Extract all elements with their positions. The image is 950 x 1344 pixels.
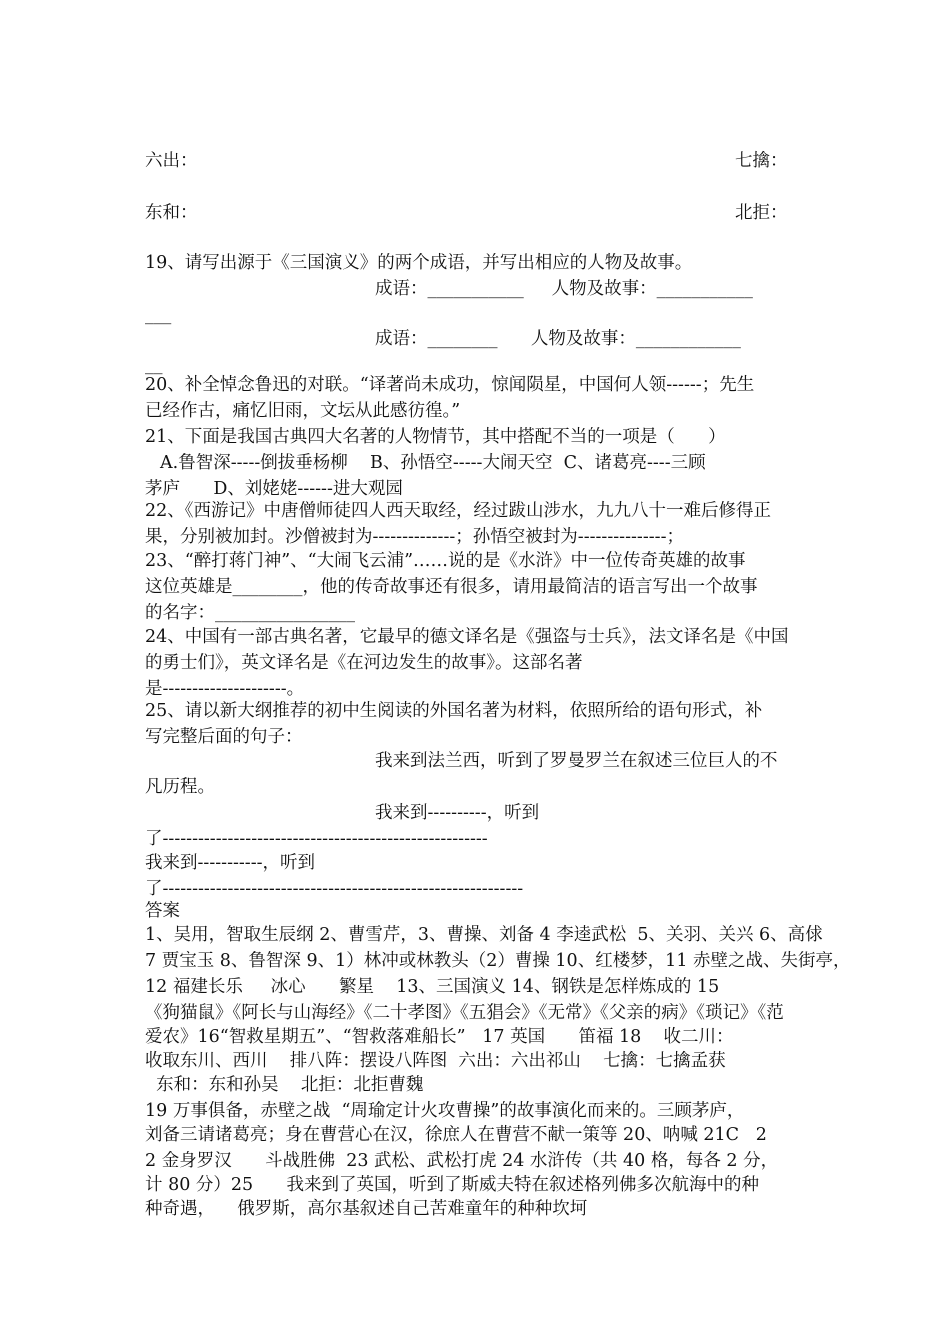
q22-line2: 果，分别被加封。沙僧被封为--------------；孙悟空被封为---------------； xyxy=(145,527,684,547)
q25-blank1b: 了------------------------------------------------------- xyxy=(145,829,488,849)
q24-line2: 的勇士们》，英文译名是《在河边发生的故事》。这部名著 xyxy=(145,653,583,673)
answer-line: 1、吴用，智取生辰纲 2、曹雪芹，3、曹操、刘备 4 李逵武松 5、关羽、关兴 6、高俅 xyxy=(145,925,823,945)
q24-line1: 24、中国有一部古典名著，它最早的德文译名是《强盗与士兵》，法文译名是《中国 xyxy=(145,627,789,647)
q19-row1-tail: ___ xyxy=(145,305,172,325)
q21-line3: 茅庐 D、刘姥姥------进大观园 xyxy=(145,479,403,499)
label-donghe: 东和： xyxy=(145,203,198,223)
label-liuchu: 六出： xyxy=(145,151,198,171)
q19-row2-tail: __ xyxy=(145,355,163,375)
q25-blank2a: 我来到-----------，听到 xyxy=(145,853,316,873)
q21-line1: 21、下面是我国古典四大名著的人物情节，其中搭配不当的一项是（ ） xyxy=(145,427,726,447)
label-qiqin: 七擒： xyxy=(735,151,788,171)
q24-line3: 是---------------------。 xyxy=(145,679,305,699)
q19-row1: 成语：___________ 人物及故事：___________ xyxy=(375,279,753,299)
answer-line: 计 80 分）25 我来到了英国，听到了斯威夫特在叙述格列佛多次航海中的种 xyxy=(145,1175,760,1195)
q23-line1: 23、“醉打蒋门神”、“大闹飞云浦”……说的是《水浒》中一位传奇英雄的故事 xyxy=(145,551,746,571)
answer-line: 《狗猫鼠》《阿长与山海经》《二十孝图》《五猖会》《无常》《父亲的病》《琐记》《范 xyxy=(145,1003,784,1023)
answer-line: 19 万事俱备，赤壁之战 “周瑜定计火攻曹操”的故事演化而来的。三顾茅庐， xyxy=(145,1101,745,1121)
q25-line2: 写完整后面的句子： xyxy=(145,727,303,747)
q23-line3: 的名字：________________ xyxy=(145,603,355,623)
q22-line1: 22、《西游记》中唐僧师徒四人西天取经，经过跋山涉水，九九八十一难后修得正 xyxy=(145,501,772,521)
answer-line: 东和：东和孙吴 北拒：北拒曹魏 xyxy=(145,1075,424,1095)
answer-line: 爱农》16“智救星期五”、“智救落难船长” 17 英国 笛福 18 收二川： xyxy=(145,1027,734,1047)
q19-stem: 19、请写出源于《三国演义》的两个成语，并写出相应的人物及故事。 xyxy=(145,253,693,273)
answer-line: 刘备三请诸葛亮；身在曹营心在汉，徐庶人在曹营不献一策等 20、呐喊 21C 2 xyxy=(145,1125,767,1145)
q19-row2: 成语：________ 人物及故事：____________ xyxy=(375,329,741,349)
q25-example1: 我来到法兰西，听到了罗曼罗兰在叙述三位巨人的不 xyxy=(375,751,778,771)
q21-line2: A.鲁智深-----倒拔垂杨柳 B、孙悟空-----大闹天空 C、诸葛亮----三顾 xyxy=(160,453,706,473)
q25-blank1a: 我来到----------，听到 xyxy=(375,803,540,823)
label-beiju: 北拒： xyxy=(735,203,788,223)
answer-line: 7 贾宝玉 8、鲁智深 9、1）林冲或林教头（2）曹操 10、红楼梦，11 赤壁之战、失街亭， xyxy=(145,951,851,971)
answers-title: 答案 xyxy=(145,901,180,921)
q20-line2: 已经作古，痛忆旧雨，文坛从此感彷徨。” xyxy=(145,401,461,421)
q25-line1: 25、请以新大纲推荐的初中生阅读的外国名著为材料，依照所给的语句形式，补 xyxy=(145,701,763,721)
q25-example2: 凡历程。 xyxy=(145,777,215,797)
answer-line: 12 福建长乐 冰心 繁星 13、三国演义 14、钢铁是怎样炼成的 15 xyxy=(145,977,720,997)
q25-blank2b: 了------------------------------------------------------------- xyxy=(145,879,524,899)
q20-line1: 20、补全悼念鲁迅的对联。“译著尚未成功，惊闻陨星，中国何人领------；先生 xyxy=(145,375,755,395)
answer-line: 种奇遇， 俄罗斯，高尔基叙述自己苦难童年的种种坎坷 xyxy=(145,1199,588,1219)
answer-line: 收取东川、西川 排八阵：摆设八阵图 六出：六出祁山 七擒：七擒孟获 xyxy=(145,1051,726,1071)
q23-line2: 这位英雄是________，他的传奇故事还有很多，请用最简洁的语言写出一个故事 xyxy=(145,577,758,597)
answer-line: 2 金身罗汉 斗战胜佛 23 武松、武松打虎 24 水浒传（共 40 格，每各 2 分， xyxy=(145,1151,779,1171)
